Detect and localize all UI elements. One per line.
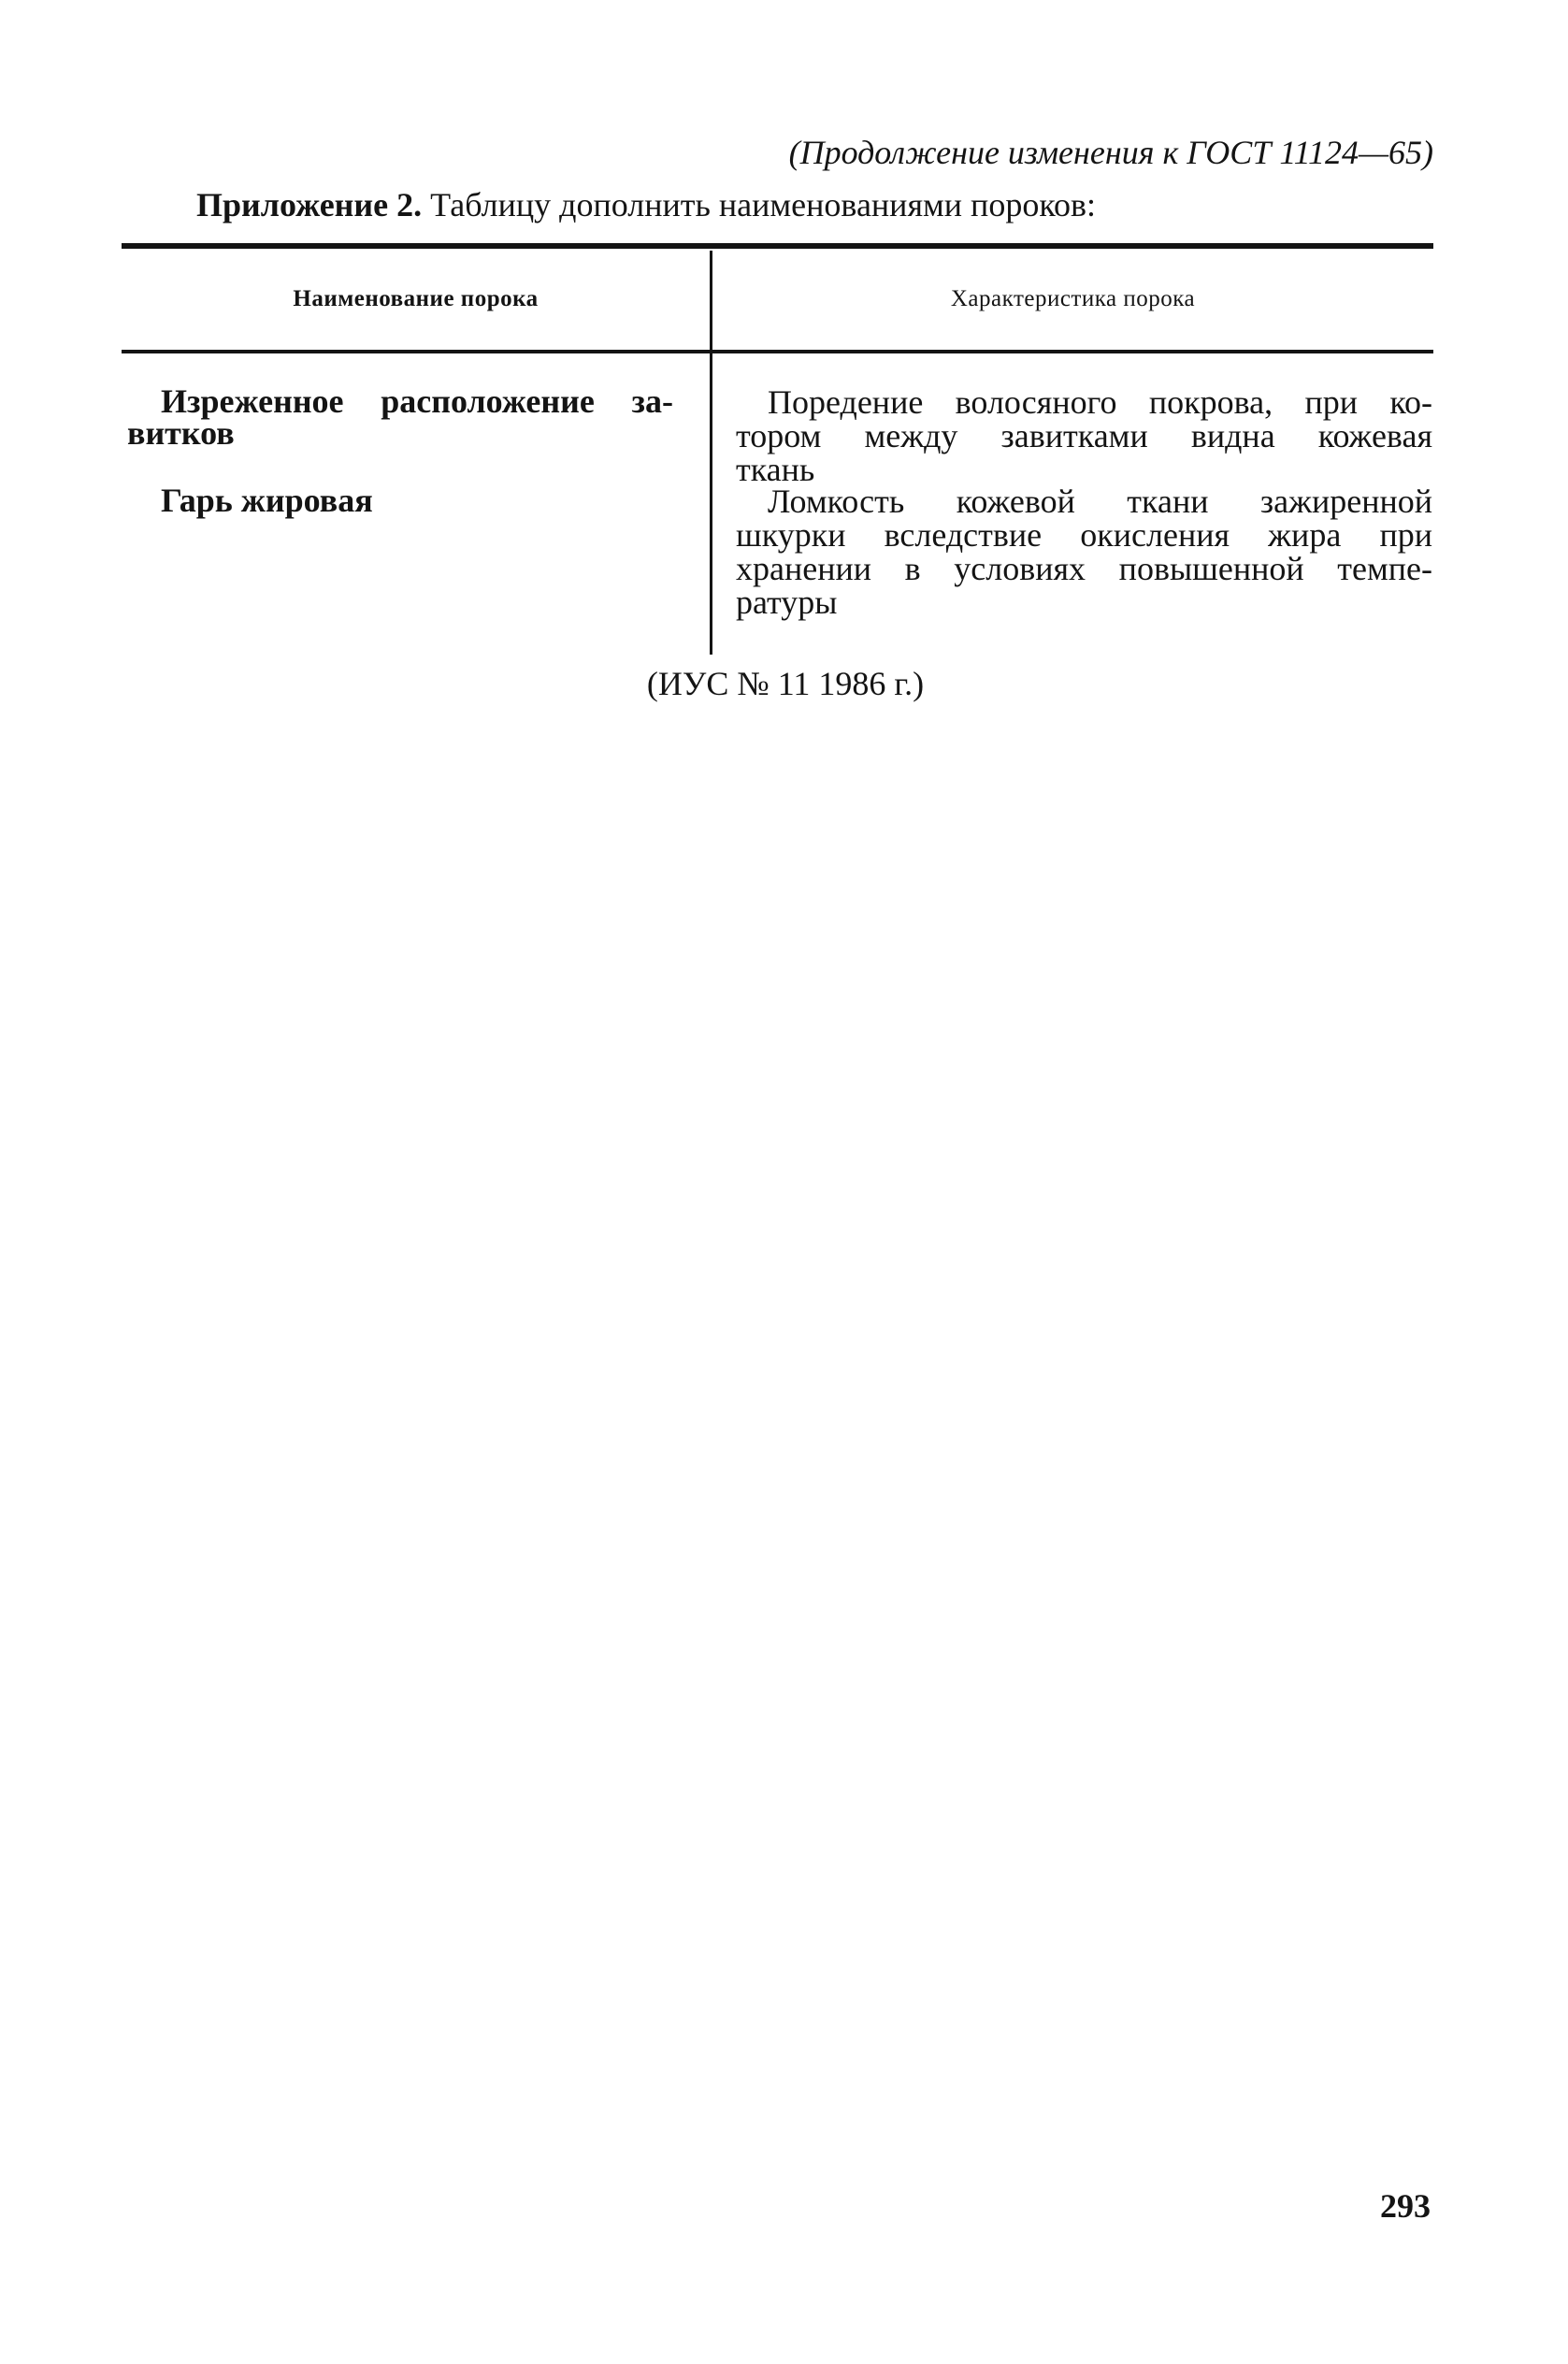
defect-description-line: Поредение волосяного покрова, при ко-	[768, 383, 1432, 421]
defect-name-line: Изреженное расположение за-	[161, 382, 673, 420]
table-top-rule	[122, 243, 1433, 249]
table-header-rule	[122, 350, 1433, 353]
source-note: (ИУС № 11 1986 г.)	[646, 665, 925, 702]
appendix-text: Таблицу дополнить наименованиями пороков:	[430, 186, 1096, 223]
defect-name-line: Гарь жировая	[161, 482, 373, 519]
defect-description-line: хранении в условиях повышенной темпе-	[736, 550, 1432, 587]
defect-description-line: ратуры	[736, 584, 838, 621]
table-cell-defect-name	[127, 482, 673, 519]
table-cell-defect-description	[736, 484, 1432, 619]
column-header-description: Характеристика порока	[950, 286, 1196, 311]
table-cell-defect-description	[736, 385, 1432, 486]
defect-name-line: витков	[127, 414, 235, 452]
appendix-label: Приложение 2.	[196, 186, 423, 223]
defect-description-line: шкурки вследствие окисления жира при	[736, 516, 1432, 554]
column-header-name: Наименование порока	[293, 286, 539, 311]
table-cell-defect-name	[127, 382, 673, 452]
page-number: 293	[1380, 2187, 1431, 2225]
continuation-header: (Продолжение изменения к ГОСТ 11124—65)	[788, 134, 1433, 171]
appendix-intro	[196, 185, 1431, 224]
defect-description-line: ткань	[736, 451, 815, 488]
defect-description-line: тором между завитками видна кожевая	[736, 417, 1432, 454]
defect-description-line: Ломкость кожевой ткани зажиренной	[768, 483, 1432, 520]
